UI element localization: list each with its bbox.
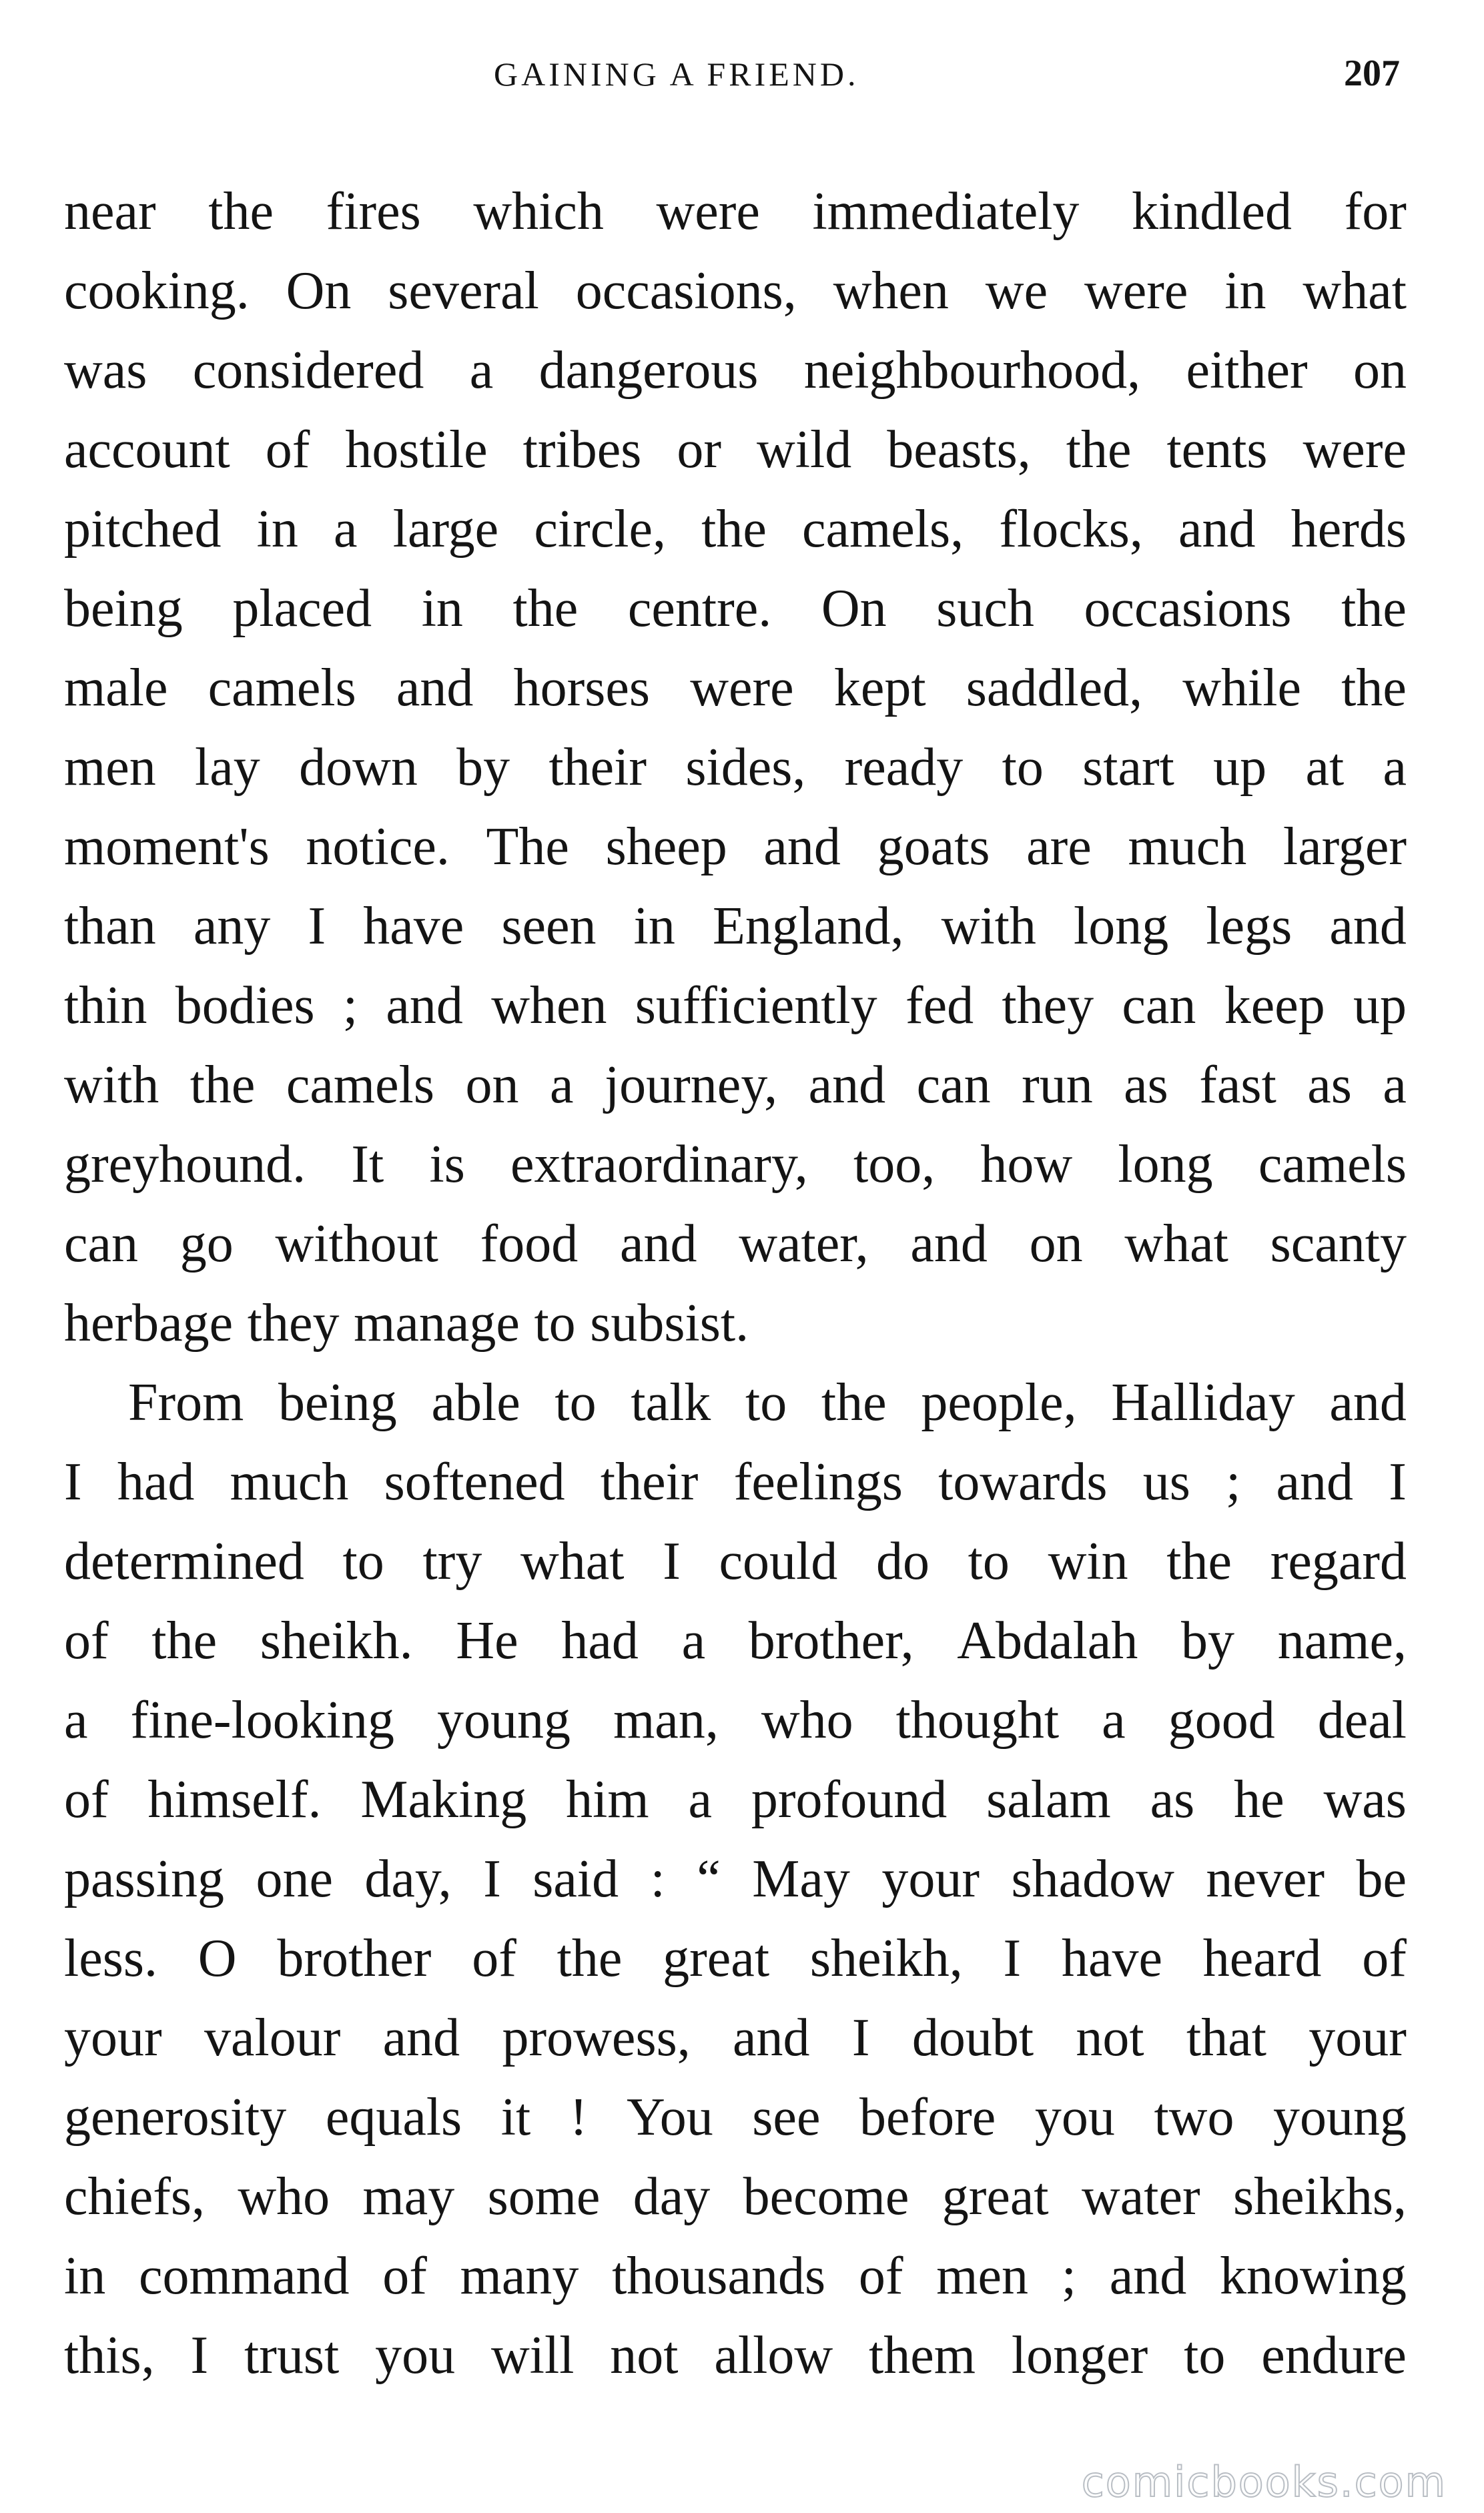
text-line: generosity equals it ! You see before you two young [64,2088,1407,2147]
text-line: From being able to talk to the people, Halliday and [128,1373,1407,1432]
text-line: being placed in the centre. On such occasions the [64,579,1407,638]
text-line: I had much softened their feelings towards us ; and I [64,1453,1407,1511]
text-line: with the camels on a journey, and can run as fast as a [64,1056,1407,1114]
text-line: a fine-looking young man, who thought a good deal [64,1691,1407,1750]
text-line: determined to try what I could do to win the regard [64,1532,1407,1591]
text-line: near the fires which were immediately kindled for [64,182,1407,241]
page-number: 207 [1344,53,1400,94]
text-line: can go without food and water, and on what scanty [64,1214,1407,1273]
text-line: your valour and prowess, and I doubt not that your [64,2009,1407,2067]
text-line: of the sheikh. He had a brother, Abdalah by name, [64,1611,1407,1670]
text-line: this, I trust you will not allow them longer to endure [64,2326,1407,2385]
text-line: was considered a dangerous neighbourhood, either on [64,341,1407,400]
text-line: greyhound. It is extraordinary, too, how long camels [64,1135,1407,1194]
text-line: than any I have seen in England, with long legs and [64,897,1407,956]
text-line: less. O brother of the great sheikh, I have heard of [64,1929,1407,1988]
text-line: pitched in a large circle, the camels, flocks, and herds [64,500,1407,559]
text-line: passing one day, I said : “ May your shadow never be [64,1850,1407,1908]
text-line: chiefs, who may some day become great water sheikhs, [64,2167,1407,2226]
text-line: cooking. On several occasions, when we were in what [64,262,1407,320]
text-line: of himself. Making him a profound salam as he was [64,1770,1407,1829]
text-line: in command of many thousands of men ; and knowing [64,2247,1407,2305]
text-line: thin bodies ; and when sufficiently fed they can keep up [64,976,1407,1035]
text-line: moment's notice. The sheep and goats are much larger [64,817,1407,876]
running-title: GAINING A FRIEND. [494,55,859,93]
text-line: men lay down by their sides, ready to start up at a [64,738,1407,797]
text-line: male camels and horses were kept saddled, while the [64,659,1407,717]
watermark: comicbooks.com [1081,2458,1447,2506]
text-line: account of hostile tribes or wild beasts, the tents were [64,420,1407,479]
text-line: herbage they manage to subsist. [64,1294,749,1353]
body-text [64,172,1407,2396]
